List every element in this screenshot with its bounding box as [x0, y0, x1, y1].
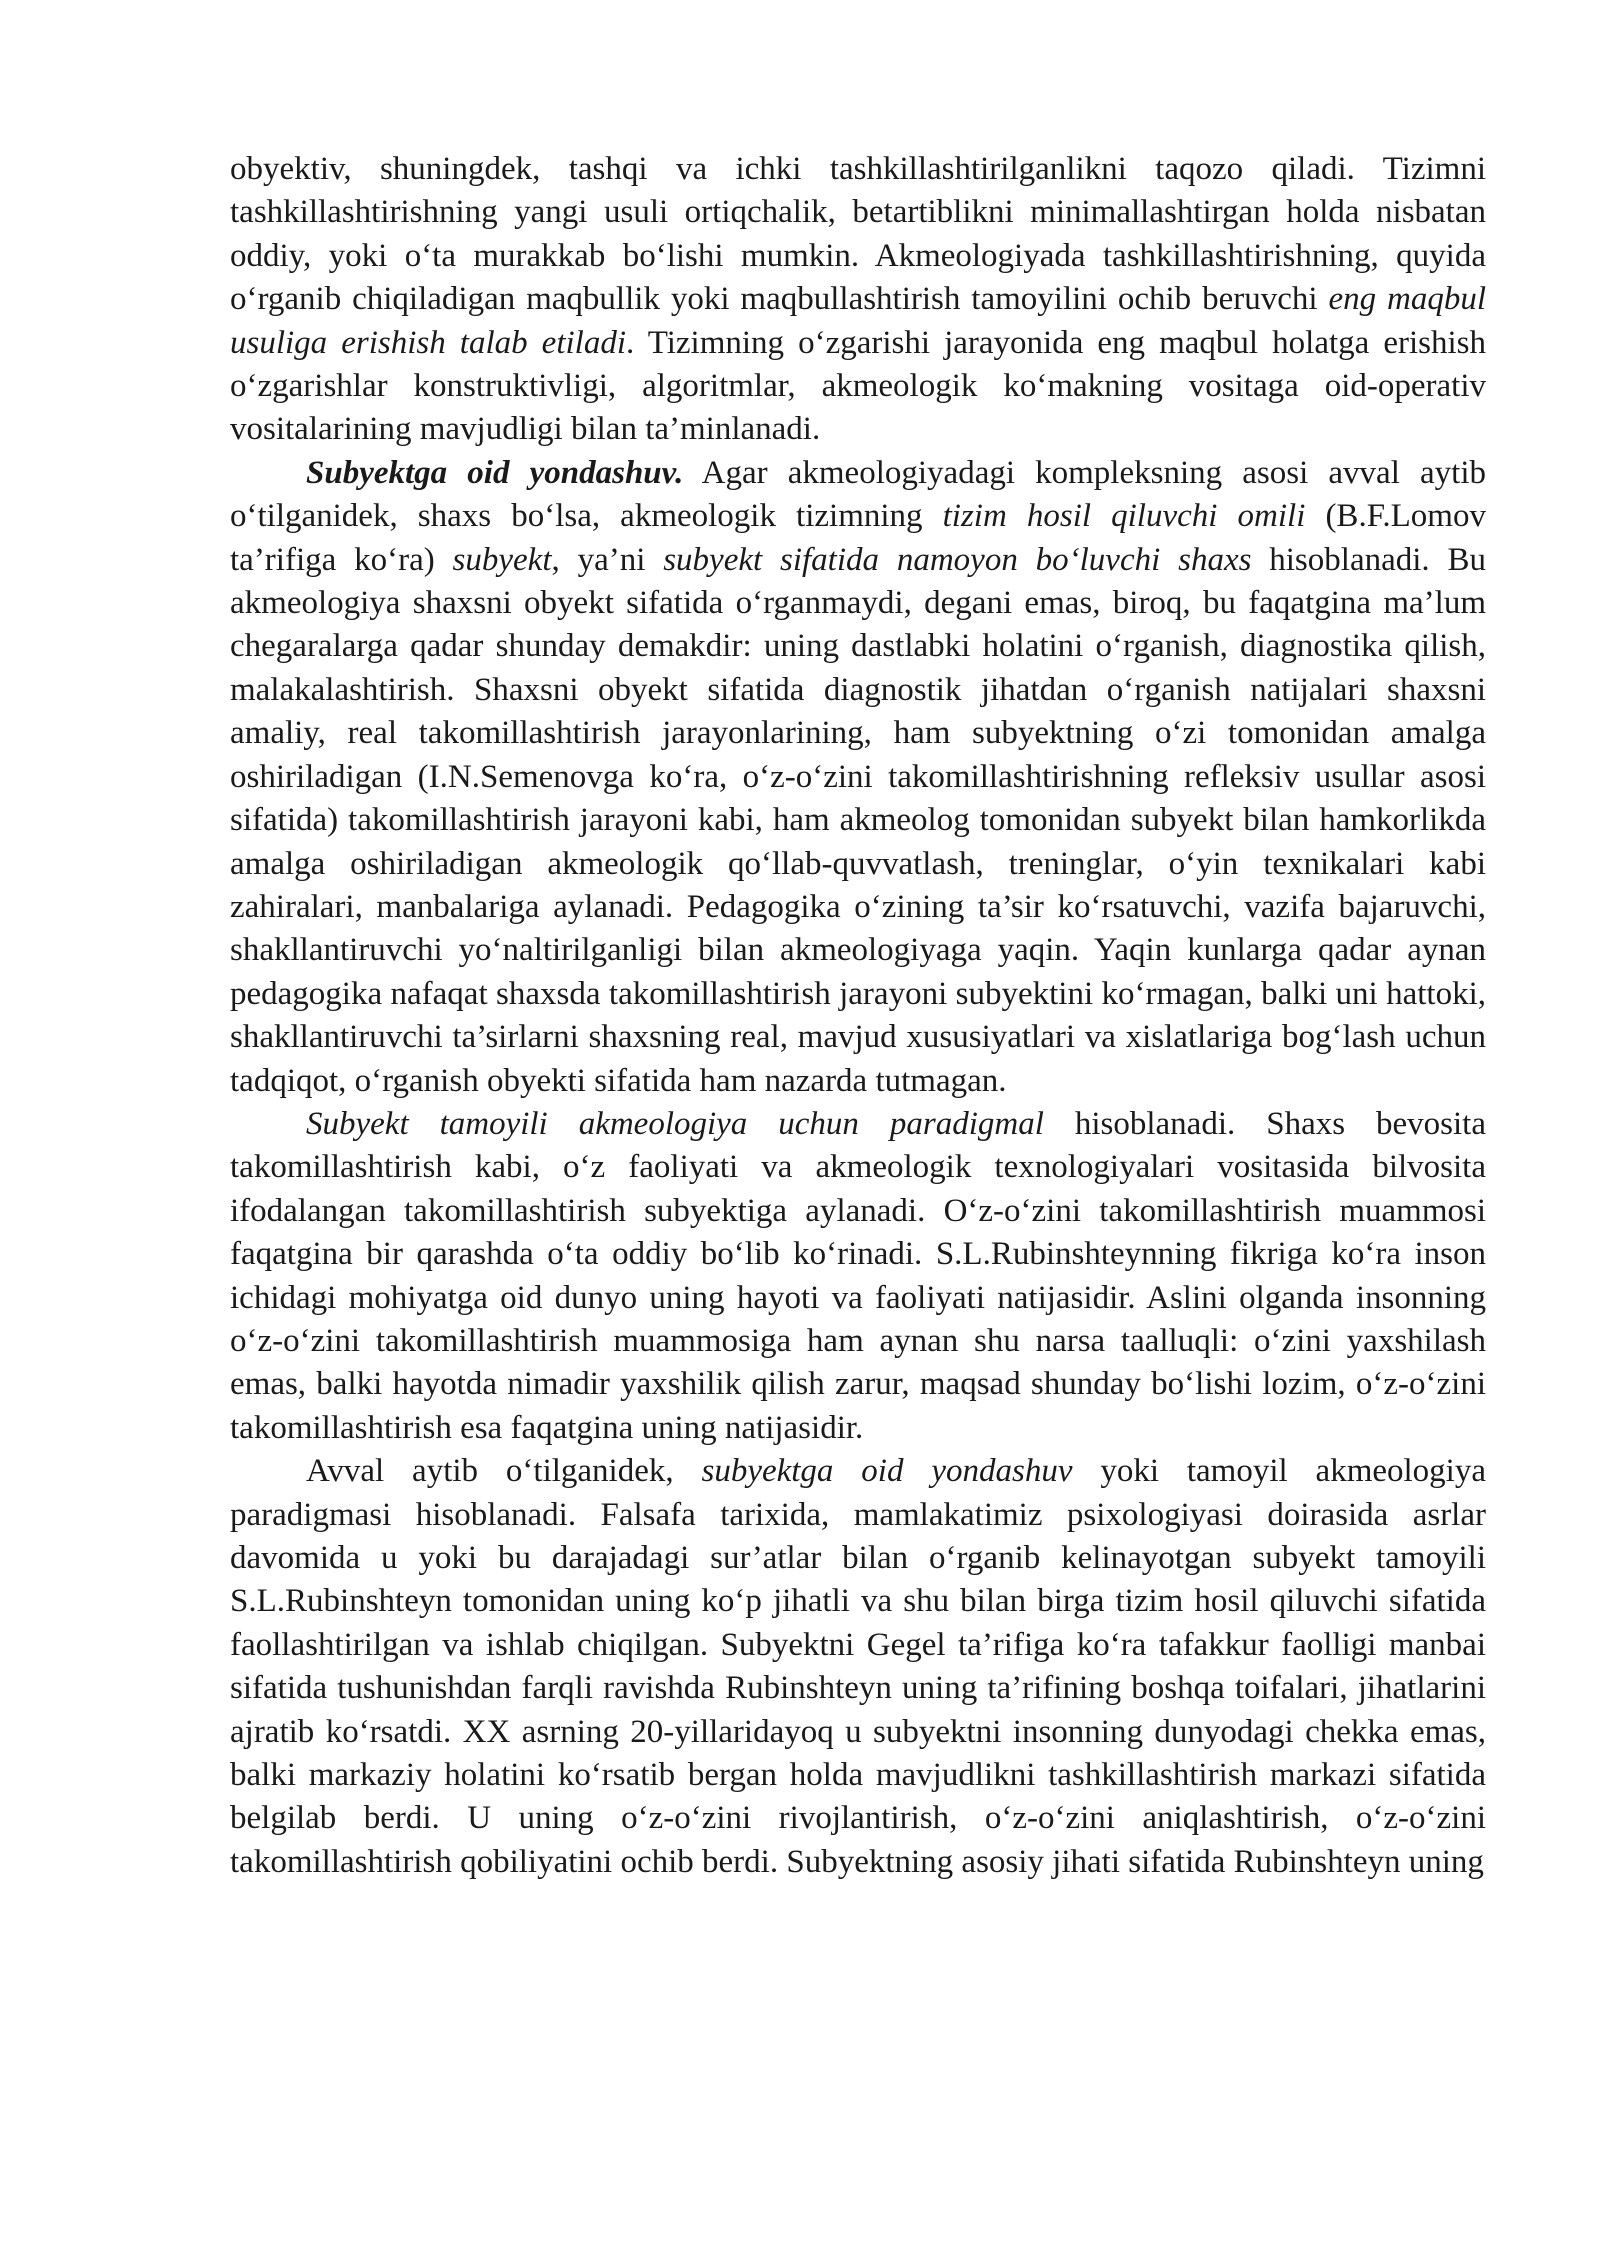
paragraph-3-text-1: hisoblanadi. Shaxs bevosita takomillashtirish kabi, o‘z faoliyati va akmeologik texnologiyalari vositasida bilvosita ifodalangan takomillashtirish subyektiga aylanadi. O‘z-o‘zini takomillashtirish muammosi faqatgina bir qarashda o‘ta oddiy bo‘lib ko‘rinadi. S.L.Rubinshteynning fikriga ko‘ra inson ichidagi mohiyatga oid dunyo uning hayoti va faoliyati natijasidir. Aslini olganda insonning o‘z-o‘zini takomillashtirish muammosiga ham aynan shu narsa taalluqli: o‘zini yaxshilash emas, balki hayotda nimadir yaxshilik qilish zarur, maqsad shunday bo‘lishi lozim, o‘z-o‘zini takomillashtirish esa faqatgina uning natijasidir.: [230, 1105, 1486, 1446]
paragraph-1-text-2: . Tizimning o‘zgarishi jarayonida eng maqbul holatga erishish o‘zgarishlar konstruktivligi, algoritmlar, akmeologik ko‘makning vositaga oid-operativ vositalarining mavjudligi bilan ta’minlanadi.: [230, 324, 1486, 448]
paragraph-4-text-1: Avval aytib o‘tilganidek,: [306, 1453, 702, 1490]
paragraph-2-text-1: Agar akmeologiyadagi kompleksning asosi avval aytib o‘tilganidek, shaxs bo‘lsa, akmeologik tizimning: [230, 454, 1486, 535]
paragraph-2-text-3: , ya’ni: [551, 541, 664, 578]
paragraph-3-italic-1: Subyekt tamoyili akmeologiya uchun paradigmal: [306, 1105, 1044, 1142]
paragraph-2-italic-3: subyekt sifatida namoyon bo‘luvchi shaxs: [663, 541, 1252, 578]
paragraph-2: [230, 452, 1486, 1103]
paragraph-4-italic-1: subyektga oid yondashuv: [701, 1453, 1073, 1490]
paragraph-2-text-2: (B.F.Lomov ta’rifiga ko‘ra): [230, 498, 1486, 578]
paragraph-4: [230, 1450, 1486, 1884]
paragraph-2-italic-2: subyekt: [452, 541, 552, 578]
paragraph-4-text-2: yoki tamoyil akmeologiya paradigmasi hisoblanadi. Falsafa tarixida, mamlakatimiz psixologiyasi doirasida asrlar davomida u yoki bu darajadagi sur’atlar bilan o‘rganib kelinayotgan subyekt tamoyili S.L.Rubinshteyn tomonidan uning ko‘p jihatli va shu bilan birga tizim hosil qiluvchi sifatida faollashtirilgan va ishlab chiqilgan. Subyektni Gegel ta’rifiga ko‘ra tafakkur faolligi manbai sifatida tushunishdan farqli ravishda Rubinshteyn uning ta’rifining boshqa toifalari, jihatlarini ajratib ko‘rsatdi. XX asrning 20-yillaridayoq u subyektni insonning dunyodagi chekka emas, balki markaziy holatini ko‘rsatib bergan holda mavjudlikni tashkillashtirish markazi sifatida belgilab berdi. U uning o‘z-o‘zini rivojlantirish, o‘z-o‘zini aniqlashtirish, o‘z-o‘zini takomillashtirish qobiliyatini ochib berdi. Subyektning asosiy jihati sifatida Rubinshteyn uning: [230, 1453, 1486, 1880]
paragraph-1-text-1: obyektiv, shuningdek, tashqi va ichki tashkillashtirilganlikni taqozo qiladi. Tizimni tashkillashtirishning yangi usuli ortiqchalik, betartiblikni minimallashtirgan holda nisbatan oddiy, yoki o‘ta murakkab bo‘lishi mumkin. Akmeologiyada tashkillashtirishning, quyida o‘rganib chiqiladigan maqbullik yoki maqbullashtirish tamoyilini ochib beruvchi: [230, 151, 1486, 318]
paragraph-1-italic-1: eng maqbul usuliga erishish talab etiladi: [230, 281, 1486, 361]
paragraph-3: [230, 1103, 1486, 1450]
paragraph-1: [230, 148, 1486, 452]
paragraph-2-text-4: hisoblanadi. Bu akmeologiya shaxsni obyekt sifatida o‘rganmaydi, degani emas, biroq, bu faqatgina ma’lum chegaralarga qadar shunday demakdir: uning dastlabki holatini o‘rganish, diagnostika qilish, malakalashtirish. Shaxsni obyekt sifatida diagnostik jihatdan o‘rganish natijalari shaxsni amaliy, real takomillashtirish jarayonlarining, ham subyektning o‘zi tomonidan amalga oshiriladigan (I.N.Semenovga ko‘ra, o‘z-o‘zini takomillashtirishning refleksiv usullar asosi sifatida) takomillashtirish jarayoni kabi, ham akmeolog tomonidan subyekt bilan hamkorlikda amalga oshiriladigan akmeologik qo‘llab-quvvatlash, treninglar, o‘yin texnikalari kabi zahiralari, manbalariga aylanadi. Pedagogika o‘zining ta’sir ko‘rsatuvchi, vazifa bajaruvchi, shakllantiruvchi yo‘naltirilganligi bilan akmeologiyaga yaqin. Yaqin kunlarga qadar aynan pedagogika nafaqat shaxsda takomillashtirish jarayoni subyektini ko‘rmagan, balki uni hattoki, shakllantiruvchi ta’sirlarni shaxsning real, mavjud xususiyatlari va xislatlariga bog‘lash uchun tadqiqot, o‘rganish obyekti sifatida ham nazarda tutmagan.: [230, 541, 1486, 1099]
document-page: [230, 148, 1486, 1884]
paragraph-2-italic-1: tizim hosil qiluvchi omili: [942, 498, 1306, 535]
paragraph-2-heading: Subyektga oid yondashuv.: [306, 454, 684, 491]
